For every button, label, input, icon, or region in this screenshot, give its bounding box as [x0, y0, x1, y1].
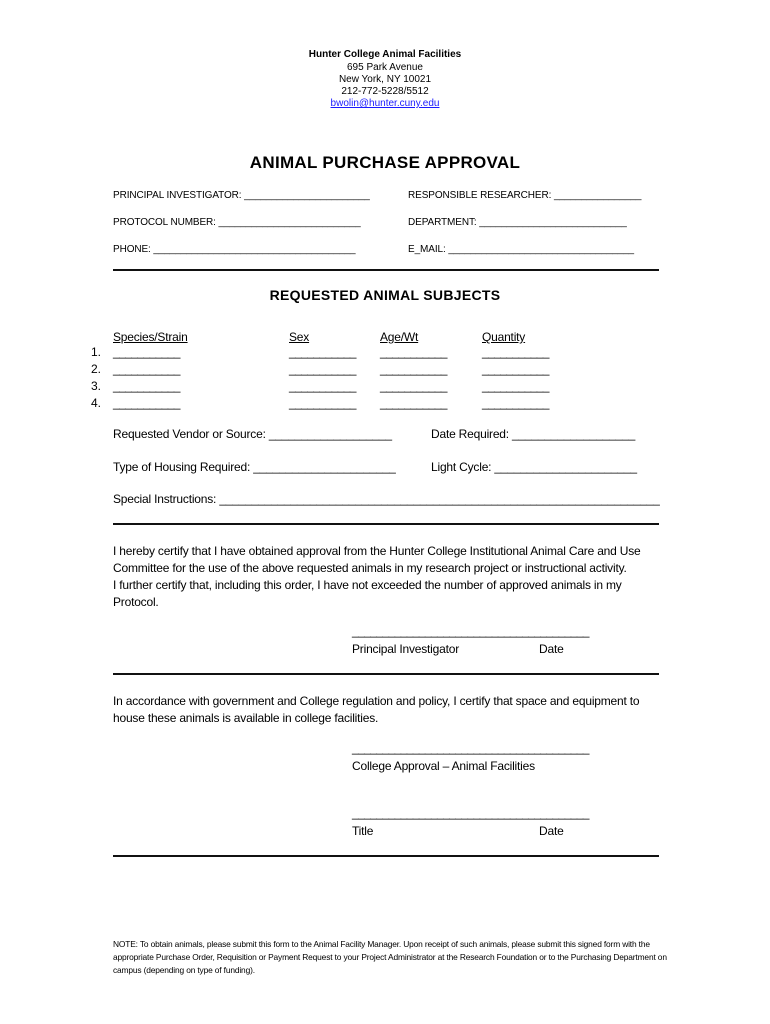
certify-line-2: Committee for the use of the above requested animals in my research project or instructional activity.	[113, 561, 627, 575]
protocol-number-field[interactable]: PROTOCOL NUMBER: __________________________	[113, 217, 361, 228]
certify-line-1: I hereby certify that I have obtained approval from the Hunter College Institutional Animal Care and Use	[113, 544, 641, 558]
quantity-blank[interactable]: ___________	[482, 379, 549, 393]
approval-signature-line[interactable]: _______________________________________	[352, 741, 589, 755]
section-divider	[113, 673, 659, 675]
column-sex: Sex	[289, 330, 310, 344]
housing-field[interactable]: Type of Housing Required: ______________________	[113, 460, 396, 474]
section-divider	[113, 855, 659, 857]
row-number: 2.	[90, 362, 101, 376]
age-weight-blank[interactable]: ___________	[380, 396, 447, 410]
footer-note: NOTE: To obtain animals, please submit this form to the Animal Facility Manager. Upon receipt of such animals, please submit this signed form with the appropriate Purchase Order, Requisition or Payment Request to your Project Administrator at the Research Foundation or to the Purchasing Department on campus (depending on type of funding).	[113, 939, 667, 975]
pi-signature-label: Principal Investigator	[352, 642, 459, 656]
quantity-blank[interactable]: ___________	[482, 362, 549, 376]
accordance-line-2: house these animals is available in college facilities.	[113, 711, 379, 725]
quantity-blank[interactable]: ___________	[482, 345, 549, 359]
species-blank[interactable]: ___________	[113, 345, 180, 359]
address-line-2: New York, NY 10021	[338, 74, 432, 85]
approval-signature-label: College Approval – Animal Facilities	[352, 759, 535, 773]
species-blank[interactable]: ___________	[113, 396, 180, 410]
sex-blank[interactable]: ___________	[289, 362, 356, 376]
phone-field[interactable]: PHONE: _____________________________________	[113, 244, 356, 255]
quantity-blank[interactable]: ___________	[482, 396, 549, 410]
org-name: Hunter College Animal Facilities	[308, 49, 462, 60]
title-date-label: Date	[539, 824, 564, 838]
responsible-researcher-field[interactable]: RESPONSIBLE RESEARCHER: ________________	[408, 190, 642, 201]
column-quantity: Quantity	[482, 330, 526, 344]
species-blank[interactable]: ___________	[113, 379, 180, 393]
title-signature-line[interactable]: _______________________________________	[352, 806, 589, 820]
age-weight-blank[interactable]: ___________	[380, 362, 447, 376]
row-number: 4.	[90, 396, 101, 410]
vendor-field[interactable]: Requested Vendor or Source: ___________________	[113, 427, 392, 441]
pi-signature-line[interactable]: _______________________________________	[352, 624, 589, 638]
date-required-field[interactable]: Date Required: ___________________	[431, 427, 636, 441]
special-instructions-field[interactable]: Special Instructions: ____________________________________________________________________	[113, 492, 660, 506]
age-weight-blank[interactable]: ___________	[380, 379, 447, 393]
certify-line-3: I further certify that, including this order, I have not exceeded the number of approved animals in my	[113, 578, 622, 592]
species-blank[interactable]: ___________	[113, 362, 180, 376]
sex-blank[interactable]: ___________	[289, 379, 356, 393]
sex-blank[interactable]: ___________	[289, 396, 356, 410]
row-number: 1.	[90, 345, 101, 359]
section-divider	[113, 269, 659, 271]
phone-number: 212-772-5228/5512	[341, 86, 429, 97]
column-species: Species/Strain	[113, 330, 188, 344]
page-title: ANIMAL PURCHASE APPROVAL	[249, 153, 521, 172]
section-divider	[113, 523, 659, 525]
row-number: 3.	[90, 379, 101, 393]
title-label: Title	[352, 824, 374, 838]
department-field[interactable]: DEPARTMENT: ___________________________	[408, 217, 627, 228]
pi-date-label: Date	[539, 642, 564, 656]
column-age-weight: Age/Wt	[380, 330, 419, 344]
age-weight-blank[interactable]: ___________	[380, 345, 447, 359]
email-field[interactable]: E_MAIL: __________________________________	[408, 244, 635, 255]
email-link[interactable]: bwolin@hunter.cuny.edu	[330, 98, 440, 109]
light-cycle-field[interactable]: Light Cycle: ______________________	[431, 460, 637, 474]
pi-field[interactable]: PRINCIPAL INVESTIGATOR: _______________________	[113, 190, 370, 201]
address-line-1: 695 Park Avenue	[347, 62, 423, 73]
accordance-line-1: In accordance with government and College regulation and policy, I certify that space and equipment to	[113, 694, 640, 708]
sex-blank[interactable]: ___________	[289, 345, 356, 359]
subjects-heading: REQUESTED ANIMAL SUBJECTS	[269, 287, 501, 303]
certify-line-4: Protocol.	[113, 595, 159, 609]
